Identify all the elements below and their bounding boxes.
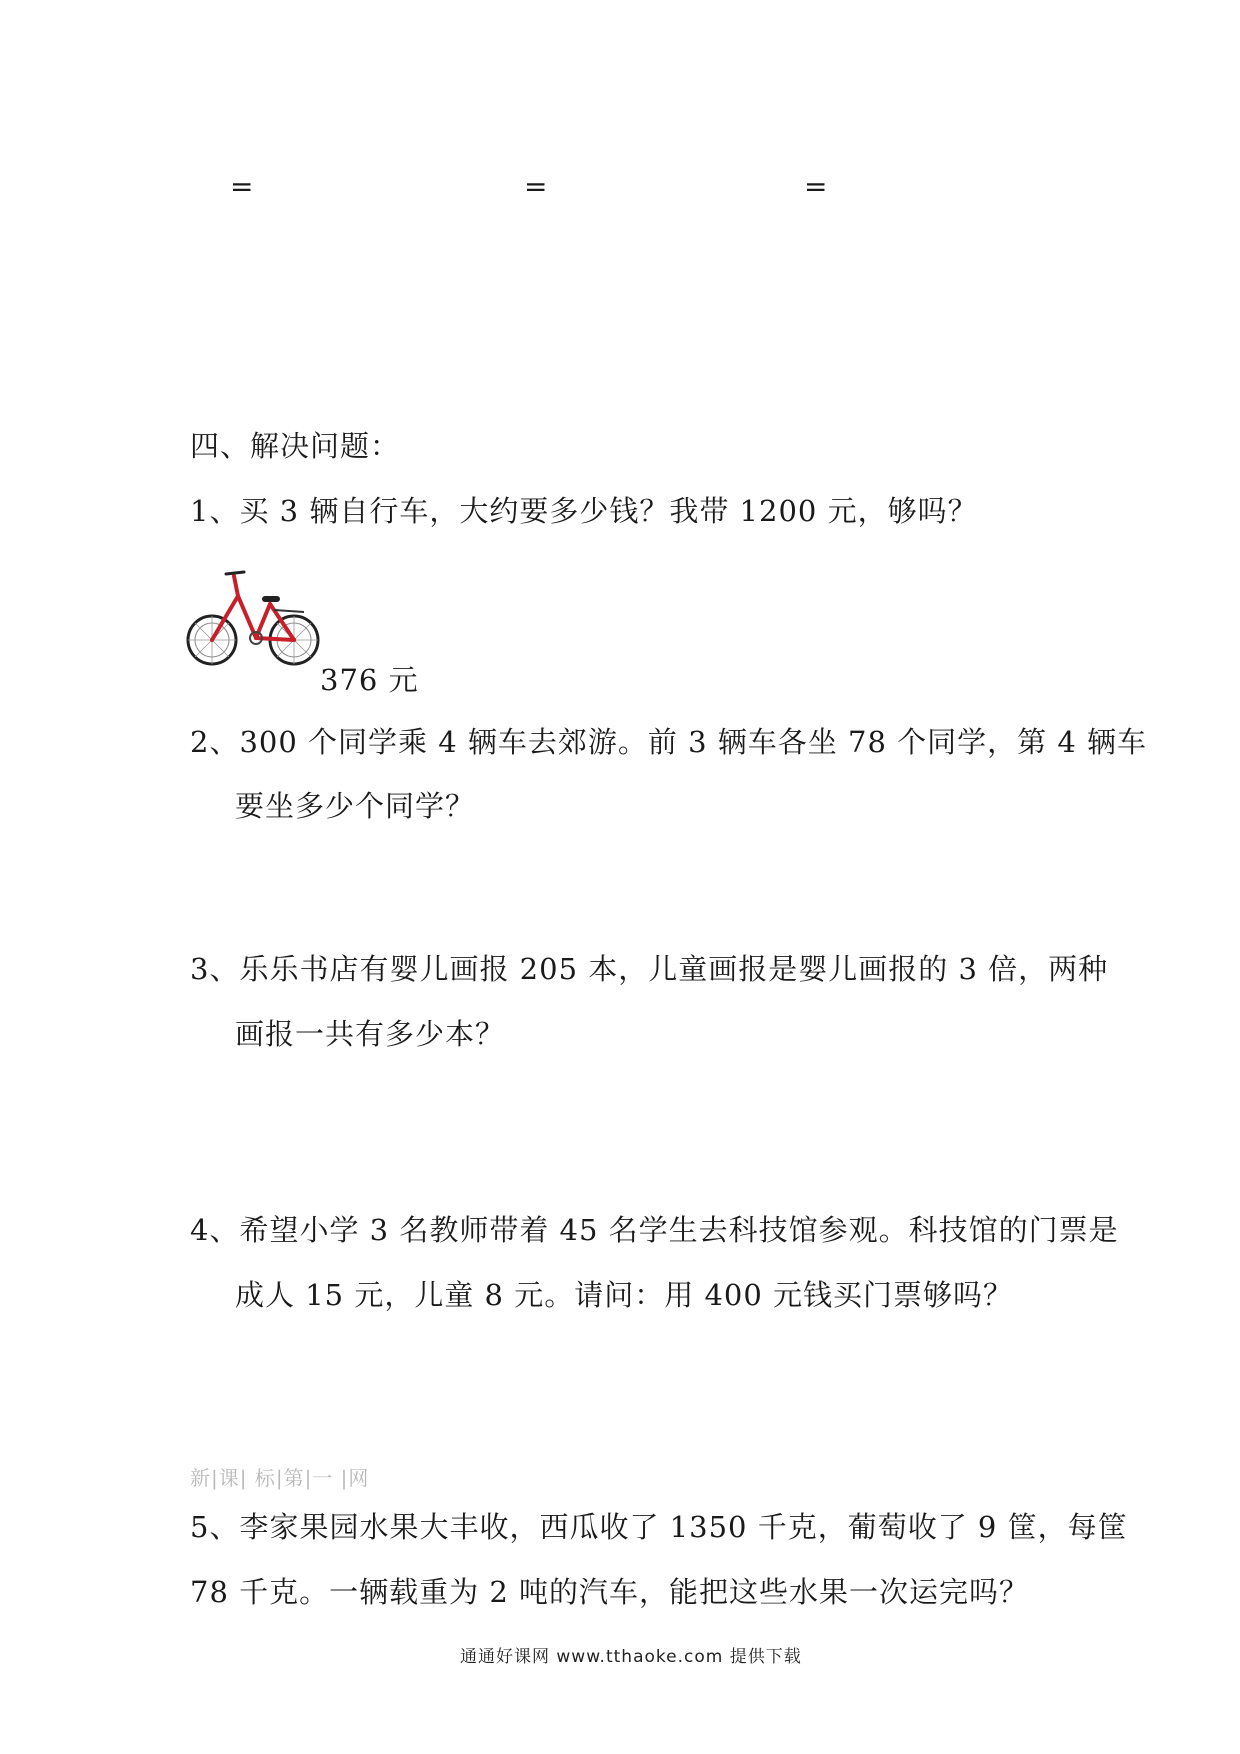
question-1: 1、买 3 辆自行车，大约要多少钱？我带 1200 元，够吗？ bbox=[190, 494, 978, 528]
question-5-line-2: 78 千克。一辆载重为 2 吨的汽车，能把这些水果一次运完吗？ bbox=[190, 1575, 1030, 1609]
equals-sign: = bbox=[230, 170, 254, 203]
watermark-text: 新|课| 标|第|一 |网 bbox=[190, 1466, 370, 1490]
bicycle-image bbox=[186, 568, 322, 668]
question-3-line-2: 画报一共有多少本？ bbox=[235, 1017, 506, 1051]
question-2-line-2: 要坐多少个同学？ bbox=[235, 789, 476, 823]
question-4-line-1: 4、希望小学 3 名教师带着 45 名学生去科技馆参观。科技馆的门票是 bbox=[190, 1213, 1119, 1247]
equals-sign: = bbox=[804, 170, 828, 203]
question-3-line-1: 3、乐乐书店有婴儿画报 205 本，儿童画报是婴儿画报的 3 倍，两种 bbox=[190, 952, 1109, 986]
question-5-line-1: 5、李家果园水果大丰收，西瓜收了 1350 千克，葡萄收了 9 筐，每筐 bbox=[190, 1510, 1128, 1544]
footer-credit: 通通好课网 www.tthaoke.com 提供下载 bbox=[460, 1647, 802, 1667]
question-4-line-2: 成人 15 元，儿童 8 元。请问：用 400 元钱买门票够吗？ bbox=[235, 1278, 1014, 1312]
section-title: 四、解决问题： bbox=[190, 429, 401, 463]
bicycle-price: 376 元 bbox=[320, 663, 419, 697]
question-2-line-1: 2、300 个同学乘 4 辆车去郊游。前 3 辆车各坐 78 个同学，第 4 辆车 bbox=[190, 725, 1148, 759]
equals-sign: = bbox=[524, 170, 548, 203]
